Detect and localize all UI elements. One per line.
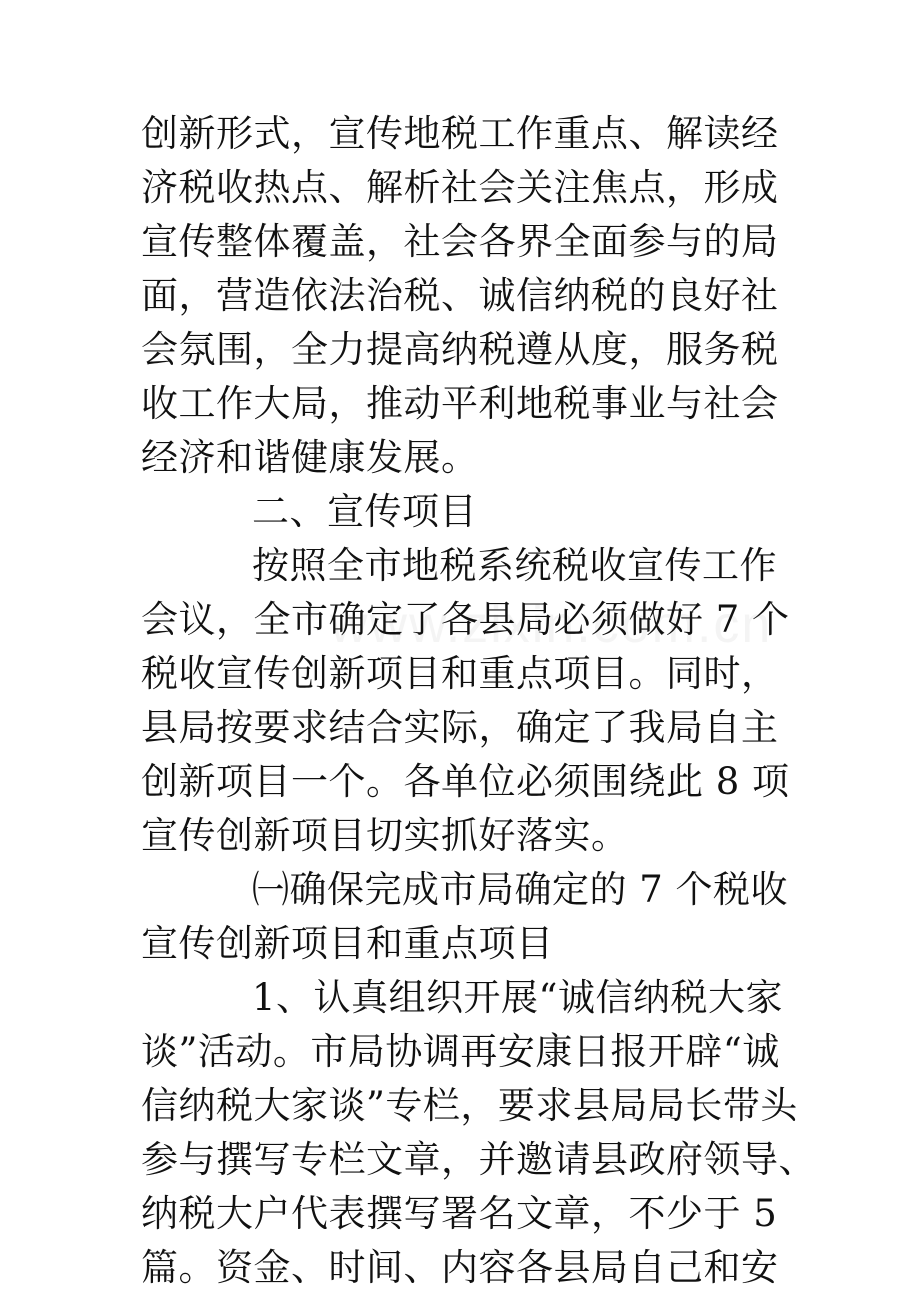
text-line: 宣传创新项目切实抓好落实。 bbox=[141, 814, 629, 857]
text-line: 县局按要求结合实际，确定了我局自主 bbox=[141, 706, 779, 749]
text-line: 信纳税大家谈”专栏，要求县局局长带头 bbox=[141, 1084, 798, 1127]
text-line: 纳税大户代表撰写署名文章，不少于 5 bbox=[141, 1192, 778, 1235]
text-line: 经济和谐健康发展。 bbox=[141, 436, 479, 479]
subsection-heading: ㈠确保完成市局确定的 7 个税收 bbox=[252, 868, 789, 911]
list-item: 1、认真组织开展“诚信纳税大家 bbox=[252, 976, 783, 1019]
text-line: 创新项目一个。各单位必须围绕此 8 项 bbox=[141, 760, 790, 803]
text-line: 面，营造依法治税、诚信纳税的良好社 bbox=[141, 274, 779, 317]
text-line: 税收宣传创新项目和重点项目。同时， bbox=[141, 652, 779, 695]
section-heading: 二、宣传项目 bbox=[252, 490, 477, 533]
text-line: 按照全市地税系统税收宣传工作 bbox=[252, 544, 777, 587]
text-line: 谈”活动。市局协调再安康日报开辟“诚 bbox=[141, 1030, 780, 1073]
text-line: 会氛围，全力提高纳税遵从度，服务税 bbox=[141, 328, 779, 371]
text-line: 篇。资金、时间、内容各县局自己和安 bbox=[141, 1246, 779, 1289]
text-line: 济税收热点、解析社会关注焦点，形成 bbox=[141, 166, 779, 209]
text-line: 会议，全市确定了各县局必须做好 7 个 bbox=[141, 598, 790, 641]
text-line: 收工作大局，推动平利地税事业与社会 bbox=[141, 382, 779, 425]
text-line: 宣传创新项目和重点项目 bbox=[141, 922, 554, 965]
text-line: 参与撰写专栏文章，并邀请县政府领导、 bbox=[141, 1138, 816, 1181]
text-line: 宣传整体覆盖，社会各界全面参与的局 bbox=[141, 220, 779, 263]
text-line: 创新形式，宣传地税工作重点、解读经 bbox=[141, 112, 779, 155]
